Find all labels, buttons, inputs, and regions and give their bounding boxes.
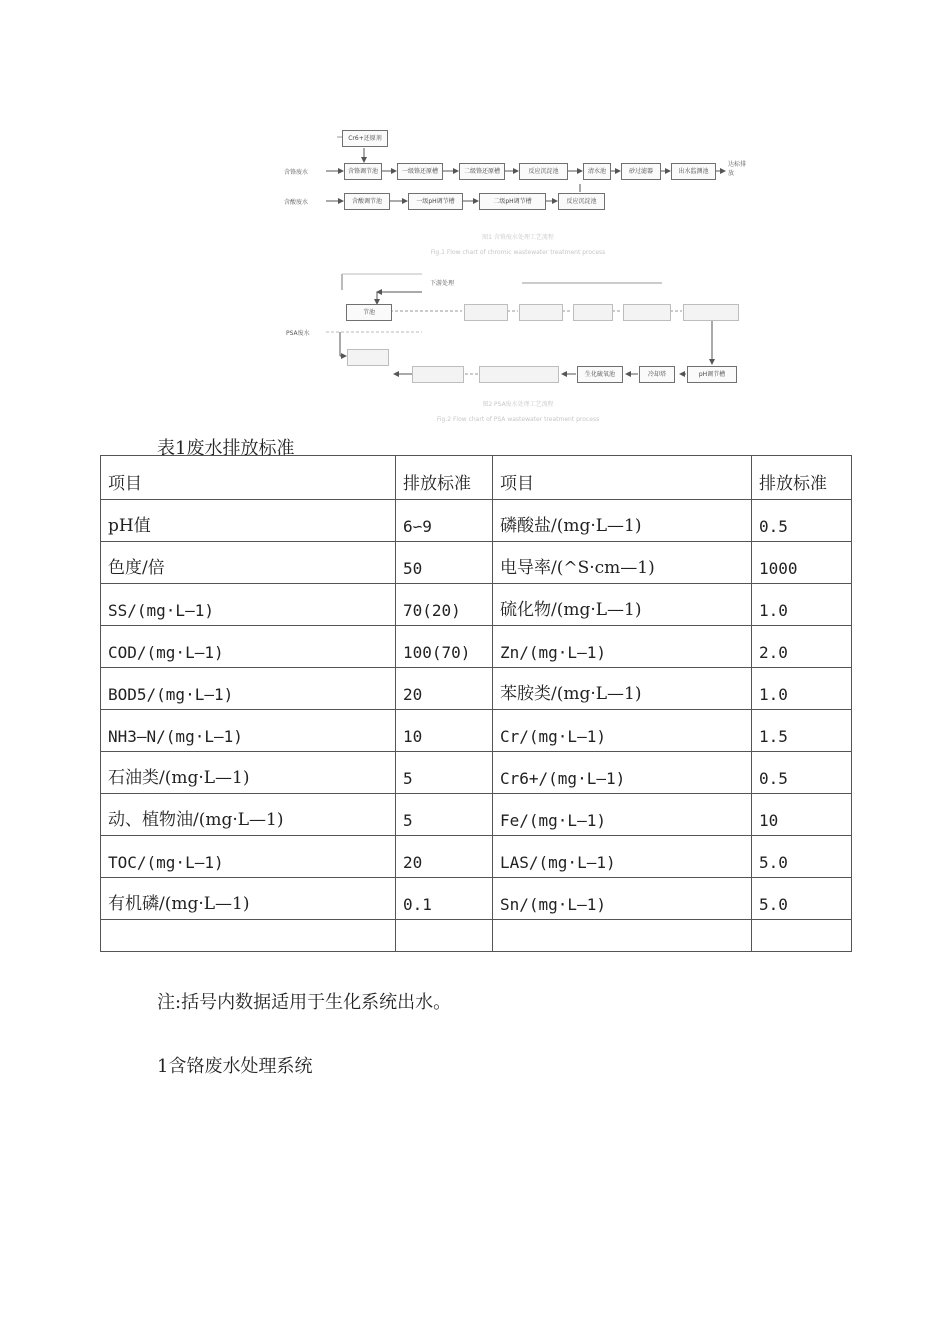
flowchart-2-box [573, 304, 613, 321]
flowchart-1-box: 清水池 [583, 163, 611, 180]
column-header: 项目 [101, 456, 396, 500]
flowchart-2-box: 节池 [346, 304, 392, 321]
table-cell [101, 920, 396, 952]
table-row [101, 668, 852, 710]
table-cell: SS/(mg·L—1) [101, 584, 396, 626]
flowchart-1-box: 反应沉淀池 [519, 163, 568, 180]
table-cell: 10 [752, 794, 852, 836]
table-row-empty [101, 920, 852, 952]
flowchart-2-input: PSA废水 [286, 330, 310, 337]
table-cell: LAS/(mg·L—1) [493, 836, 752, 878]
flowchart-1-box: 二级铬还原槽 [459, 163, 505, 180]
figure-2-caption-en: Fig.2 Flow chart of PSA wastewater treatment process [436, 416, 600, 423]
flowchart-1-row1-input: 含铬废水 [284, 169, 309, 176]
table-row [101, 584, 852, 626]
flowchart-1-box: 一级pH调节槽 [408, 193, 463, 210]
section-heading: 1含铬废水处理系统 [157, 1056, 313, 1077]
table-cell: 70(20) [396, 584, 493, 626]
figure-1-caption-cn: 图1 含铬废水处理工艺流程 [482, 234, 554, 241]
flowchart-1-reagent-box: Cr6+还原剂 [342, 130, 388, 147]
table-cell: 1000 [752, 542, 852, 584]
table-row [101, 836, 852, 878]
flowchart-2-box [347, 349, 389, 366]
figure-1-caption-en: Fig.1 Flow chart of chromic wastewater treatment process [430, 249, 606, 256]
table-cell: Sn/(mg·L—1) [493, 878, 752, 920]
table-header-row [101, 456, 852, 500]
table-cell: TOC/(mg·L—1) [101, 836, 396, 878]
flowchart-1-row1-output: 达标排放 [728, 161, 747, 177]
column-header: 项目 [493, 456, 752, 500]
table-cell: 石油类/(mg·L—1) [101, 752, 396, 794]
table-cell: NH3—N/(mg·L—1) [101, 710, 396, 752]
table-cell: 20 [396, 836, 493, 878]
flowchart-2-box: 生化硫氧池 [577, 366, 623, 383]
flowchart-2-box [412, 366, 464, 383]
flowchart-1-box: 砂过滤器 [621, 163, 661, 180]
flowchart-1-box: 二级pH调节槽 [479, 193, 546, 210]
table-cell: 0.1 [396, 878, 493, 920]
table-cell: 5 [396, 752, 493, 794]
flowchart-2-box [464, 304, 508, 321]
table-row [101, 752, 852, 794]
table-row [101, 710, 852, 752]
table-cell [752, 920, 852, 952]
table-cell [396, 920, 493, 952]
flowchart-2-top-label: 下游处理 [430, 280, 455, 287]
table-cell: Cr6+/(mg·L—1) [493, 752, 752, 794]
flowchart-2-box: pH调节槽 [687, 366, 737, 383]
table-cell: 100(70) [396, 626, 493, 668]
table-cell: 0.5 [752, 752, 852, 794]
figure-2-caption-cn: 图2 PSA废水处理工艺流程 [482, 401, 554, 408]
flowchart-1-box: 反应沉淀池 [558, 193, 605, 210]
table-cell: Zn/(mg·L—1) [493, 626, 752, 668]
table-cell: Cr/(mg·L—1) [493, 710, 752, 752]
table-cell: 6∽9 [396, 500, 493, 542]
table-row [101, 500, 852, 542]
table-cell: 色度/倍 [101, 542, 396, 584]
table-cell: 5.0 [752, 878, 852, 920]
table-cell: 5.0 [752, 836, 852, 878]
column-header: 排放标准 [752, 456, 852, 500]
table-cell: 硫化物/(mg·L—1) [493, 584, 752, 626]
table-cell: pH值 [101, 500, 396, 542]
flowchart-2-box [479, 366, 559, 383]
table-cell: 电导率/(^S·cm—1) [493, 542, 752, 584]
table-row [101, 878, 852, 920]
table-row [101, 626, 852, 668]
flowchart-1-box: 含酸调节池 [344, 193, 390, 210]
table-row [101, 794, 852, 836]
flowchart-figure-2 [282, 266, 754, 390]
table-title: 表1废水排放标准 [157, 438, 295, 459]
table-cell: 2.0 [752, 626, 852, 668]
table-cell: 10 [396, 710, 493, 752]
flowchart-1-row2-input: 含酸废水 [284, 199, 309, 206]
emission-standards-table [100, 455, 852, 952]
table-cell: 1.0 [752, 584, 852, 626]
table-cell: 1.0 [752, 668, 852, 710]
flowchart-1-box: 一级铬还原槽 [397, 163, 443, 180]
table-cell: BOD5/(mg·L—1) [101, 668, 396, 710]
flowchart-1-box: 含铬调节池 [344, 163, 382, 180]
table-cell: 动、植物油/(mg·L—1) [101, 794, 396, 836]
table-cell: 50 [396, 542, 493, 584]
table-cell: 1.5 [752, 710, 852, 752]
table-cell: 磷酸盐/(mg·L—1) [493, 500, 752, 542]
table-cell: 20 [396, 668, 493, 710]
table-cell: 0.5 [752, 500, 852, 542]
table-cell: COD/(mg·L—1) [101, 626, 396, 668]
flowchart-2-box [623, 304, 671, 321]
table-note: 注:括号内数据适用于生化系统出水。 [157, 992, 452, 1013]
column-header: 排放标准 [396, 456, 493, 500]
flowchart-2-box: 冷却塔 [639, 366, 675, 383]
table-cell: 有机磷/(mg·L—1) [101, 878, 396, 920]
flowchart-figure-1 [282, 124, 754, 216]
flowchart-2-box [683, 304, 739, 321]
table-row [101, 542, 852, 584]
table-cell: 5 [396, 794, 493, 836]
table-cell: Fe/(mg·L—1) [493, 794, 752, 836]
table-cell: 苯胺类/(mg·L—1) [493, 668, 752, 710]
flowchart-2-box [519, 304, 563, 321]
table-cell [493, 920, 752, 952]
flowchart-1-box: 出水监测池 [671, 163, 716, 180]
